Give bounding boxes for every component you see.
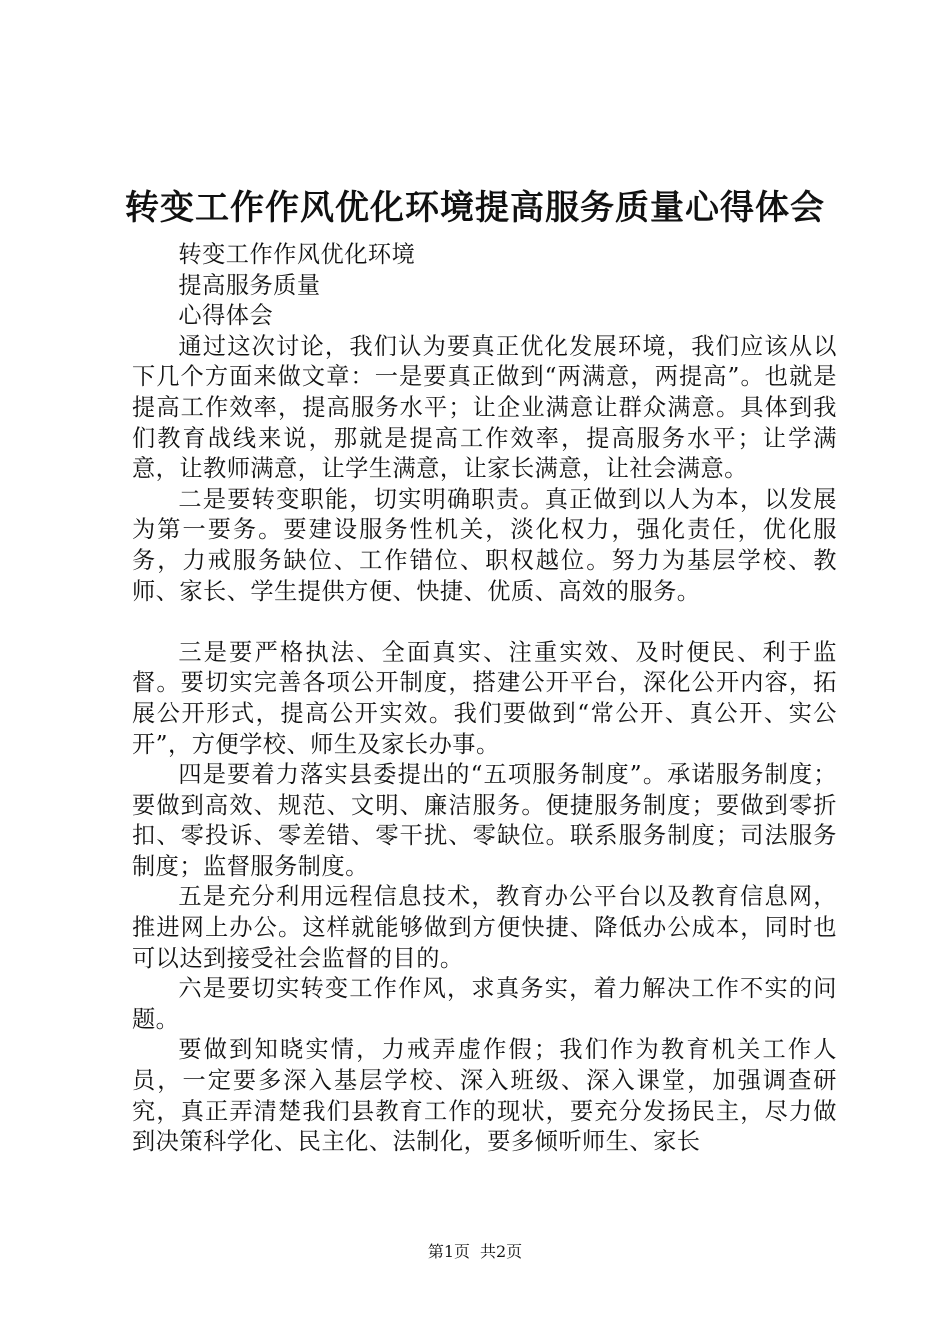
subtitle-line-1: 转变工作作风优化环境 — [178, 241, 416, 268]
page-number-total: 共2页 — [480, 1242, 523, 1261]
paragraph-7: 要做到知晓实情，力戒弄虚作假；我们作为教育机关工作人员，一定要多深入基层学校、深入班级、深入课堂，加强调查研究，真正弄清楚我们县教育工作的现状，要充分发扬民主，尽力做到决策科学化、民主化、法制化，要多倾听师生、家长 — [132, 1036, 837, 1156]
paragraph-6: 六是要切实转变工作作风，求真务实，着力解决工作不实的问题。 — [132, 975, 837, 1033]
page-number-current: 第1页 — [427, 1242, 470, 1261]
paragraph-2: 二是要转变职能，切实明确职责。真正做到以人为本，以发展为第一要务。要建设服务性机关，淡化权力，强化责任，优化服务，力戒服务缺位、工作错位、职权越位。努力为基层学校、教师、家长、学生提供方便、快捷、优质、高效的服务。 — [132, 485, 837, 605]
page-footer — [0, 1240, 950, 1264]
document-title: 转变工作作风优化环境提高服务质量心得体会 — [125, 188, 825, 228]
subtitle-line-2: 提高服务质量 — [178, 271, 321, 299]
paragraph-3: 三是要严格执法、全面真实、注重实效、及时便民、利于监督。要切实完善各项公开制度，搭建公开平台，深化公开内容，拓展公开形式，提高公开实效。我们要做到“常公开、真公开、实公开”，方便学校、师生及家长办事。 — [132, 638, 837, 758]
paragraph-1: 通过这次讨论，我们认为要真正优化发展环境，我们应该从以下几个方面来做文章：一是要真正做到“两满意，两提高”。也就是提高工作效率，提高服务水平；让企业满意让群众满意。具体到我们教育战线来说，那就是提高工作效率，提高服务水平；让学满意，让教师满意，让学生满意，让家长满意，让社会满意。 — [132, 332, 837, 483]
paragraph-4: 四是要着力落实县委提出的“五项服务制度”。承诺服务制度；要做到高效、规范、文明、廉洁服务。便捷服务制度；要做到零折扣、零投诉、零差错、零干扰、零缺位。联系服务制度；司法服务制度；监督服务制度。 — [132, 761, 837, 880]
document-body — [132, 240, 837, 1158]
paragraph-5: 五是充分利用远程信息技术，教育办公平台以及教育信息网，推进网上办公。这样就能够做到方便快捷、降低办公成本，同时也可以达到接受社会监督的目的。 — [132, 883, 837, 972]
subtitle-line-3: 心得体会 — [178, 302, 274, 330]
